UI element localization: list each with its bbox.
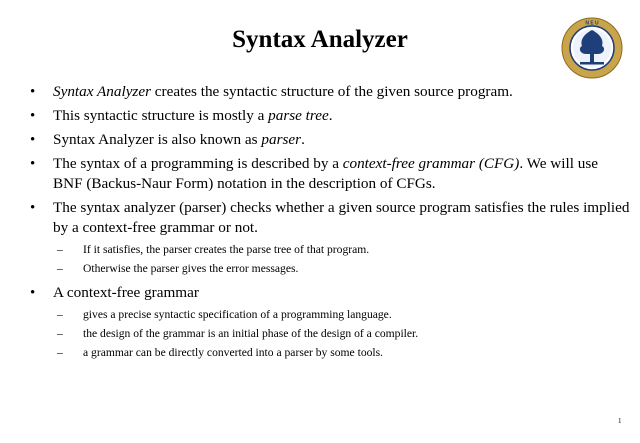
university-logo xyxy=(560,16,624,80)
bullet-item xyxy=(30,198,630,238)
bullet-text: the design of the grammar is an initial phase of the design of a compiler. xyxy=(83,327,419,340)
sub-bullet-item xyxy=(30,307,630,323)
university-seal-icon xyxy=(560,16,624,80)
bullet-text: context-free grammar (CFG) xyxy=(342,155,520,172)
bullet-text: a grammar can be directly converted into a parser by some tools. xyxy=(83,346,384,359)
bullet-text: Otherwise the parser gives the error messages. xyxy=(83,262,299,275)
dash-marker: – xyxy=(57,346,63,359)
bullet-text: Syntax Analyzer xyxy=(53,83,151,100)
dash-marker: – xyxy=(57,308,63,321)
dash-marker: – xyxy=(57,243,63,256)
slide-title: Syntax Analyzer xyxy=(232,26,408,53)
bullet-text: The syntax of a programming is described by a xyxy=(53,155,343,172)
bullet-text: The syntax analyzer (parser) checks whether a given source program satisfies the rules implied by a context-free grammar or not. xyxy=(53,199,630,236)
bullet-item xyxy=(30,82,630,102)
bullet-marker: • xyxy=(30,108,36,124)
bullet-item xyxy=(30,283,630,303)
bullet-text: parse tree xyxy=(268,107,329,124)
bullet-text: If it satisfies, the parser creates the parse tree of that program. xyxy=(83,243,370,256)
sub-bullet-item xyxy=(30,326,630,342)
bullet-marker: • xyxy=(30,285,36,301)
bullet-text: This syntactic structure is mostly a xyxy=(53,107,269,124)
bullet-text: . xyxy=(328,107,333,124)
bullet-item xyxy=(30,106,630,126)
bullet-marker: • xyxy=(30,84,36,100)
bullet-marker: • xyxy=(30,156,36,172)
page-number: 1 xyxy=(618,417,622,425)
bullet-text: creates the syntactic structure of the given source program. xyxy=(151,83,513,100)
svg-text:N E U: N E U xyxy=(585,20,599,27)
bullet-item xyxy=(30,154,630,194)
bullet-item xyxy=(30,130,630,150)
bullet-marker: • xyxy=(30,200,36,216)
sub-bullet-item xyxy=(30,345,630,361)
bullet-text: . xyxy=(301,131,305,148)
bullet-list xyxy=(30,82,630,364)
bullet-text: gives a precise syntactic specification of a programming language. xyxy=(83,308,392,321)
bullet-text: . We will use BNF (Backus-Naur Form) notation in the description of CFGs. xyxy=(53,155,598,192)
sub-bullet-item xyxy=(30,261,630,277)
bullet-marker: • xyxy=(30,132,36,148)
bullet-text: A context-free grammar xyxy=(53,284,199,301)
bullet-text: Syntax Analyzer is also known as xyxy=(53,131,262,148)
bullet-text: parser xyxy=(261,131,302,148)
dash-marker: – xyxy=(57,262,63,275)
dash-marker: – xyxy=(57,327,63,340)
sub-bullet-item xyxy=(30,242,630,258)
